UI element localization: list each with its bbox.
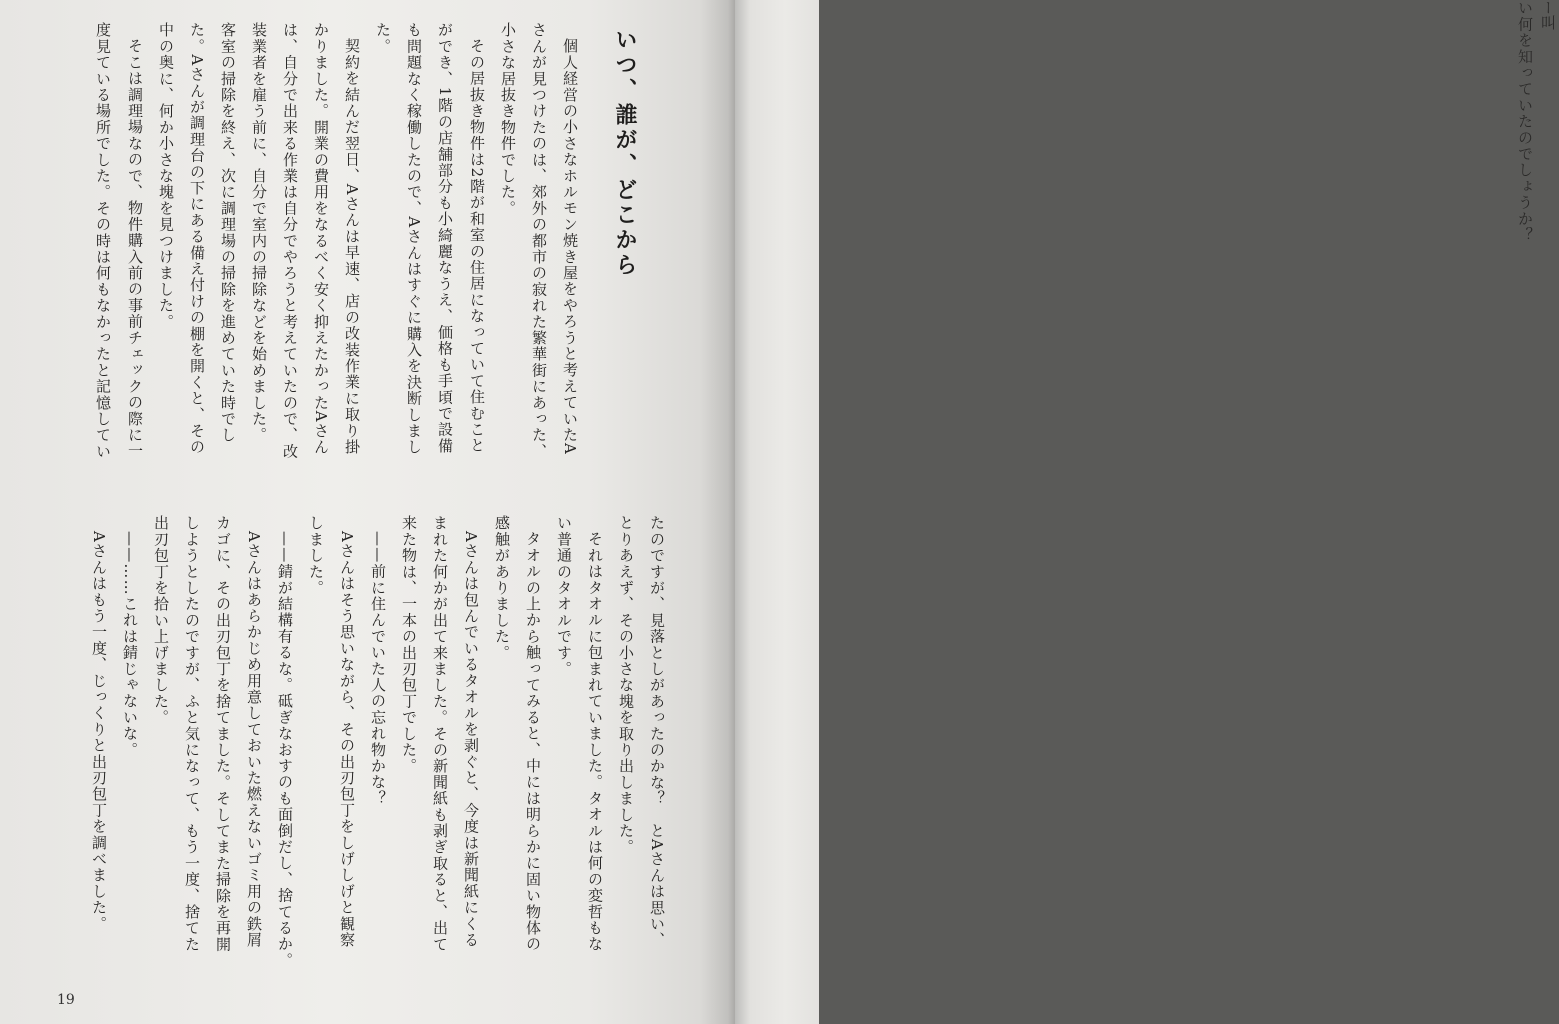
next-page-line: い何を知っていたのでしょうか？ bbox=[1516, 0, 1534, 243]
gutter-shadow bbox=[700, 0, 740, 1024]
text-line: たのですが、見落としがあったのかな？ とAさんは思い、 bbox=[648, 515, 666, 949]
text-line: は、自分で出来る作業は自分でやろうと考えていたので、改 bbox=[281, 22, 299, 460]
text-line: Aさんはあらかじめ用意しておいた燃えないゴミ用の鉄屑 bbox=[245, 531, 263, 949]
text-line: とりあえず、その小さな塊を取り出しました。 bbox=[617, 515, 635, 856]
text-line: そこは調理場なので、物件購入前の事前チェックの際に一 bbox=[126, 38, 144, 460]
text-line: Aさんはもう一度、じっくりと出刃包丁を調べました。 bbox=[90, 531, 108, 932]
text-line: 個人経営の小さなホルモン焼き屋をやろうと考えていたA bbox=[561, 38, 579, 456]
adjacent-page bbox=[735, 0, 1557, 1024]
text-line: 契約を結んだ翌日、Aさんは早速、店の改装作業に取り掛 bbox=[343, 38, 361, 456]
section-heading: いつ、誰が、どこから bbox=[612, 28, 638, 278]
text-line: Aさんは包んでいるタオルを剥ぐと、今度は新聞紙にくる bbox=[462, 531, 480, 949]
text-line: ——錆が結構有るな。砥ぎなおすのも面倒だし、捨てるか。 bbox=[276, 531, 294, 969]
text-line: カゴに、その出刃包丁を捨てました。そしてまた掃除を再開 bbox=[214, 515, 232, 953]
text-line: も問題なく稼働したので、Aさんはすぐに購入を決断しまし bbox=[405, 22, 423, 456]
text-line: しました。 bbox=[307, 515, 325, 596]
text-line: かりました。開業の費用をなるべく安く抑えたかったAさん bbox=[312, 22, 330, 456]
text-line: 感触がありました。 bbox=[493, 515, 511, 661]
text-line: まれた何かが出て来ました。その新聞紙も剥ぎ取ると、出て bbox=[431, 515, 449, 953]
text-line: それはタオルに包まれていました。タオルは何の変哲もな bbox=[586, 531, 604, 953]
text-line: た。Aさんが調理台の下にある備え付けの棚を開くと、その bbox=[188, 22, 206, 456]
text-line: しようとしたのですが、ふと気になって、もう一度、捨てた bbox=[183, 515, 201, 953]
text-line: その居抜き物件は2階が和室の住居になっていて住むこと bbox=[468, 38, 486, 454]
page-number: 19 bbox=[57, 992, 75, 1008]
text-line: ——前に住んでいた人の忘れ物かな？ bbox=[369, 531, 387, 807]
text-line: た。 bbox=[374, 22, 392, 55]
text-line: 出刃包丁を拾い上げました。 bbox=[152, 515, 170, 726]
text-line: 小さな居抜き物件でした。 bbox=[499, 22, 517, 217]
text-line: ——……これは錆じゃないな。 bbox=[121, 531, 139, 758]
text-line: Aさんはそう思いながら、その出刃包丁をしげしげと観察 bbox=[338, 531, 356, 949]
text-line: 客室の掃除を終え、次に調理場の掃除を進めていた時でし bbox=[219, 22, 237, 444]
text-line: 中の奥に、何か小さな塊を見つけました。 bbox=[157, 22, 175, 330]
text-line: さんが見つけたのは、郊外の都市の寂れた繁華街にあった、 bbox=[530, 22, 548, 460]
next-page-line-fragment: ー叫 bbox=[1539, 0, 1557, 30]
text-line: 装業者を雇う前に、自分で室内の掃除などを始めました。 bbox=[250, 22, 268, 444]
text-line: い普通のタオルです。 bbox=[555, 515, 573, 677]
text-line: 来た物は、一本の出刃包丁でした。 bbox=[400, 515, 418, 775]
text-line: タオルの上から触ってみると、中には明らかに固い物体の bbox=[524, 531, 542, 953]
text-line: 度見ている場所でした。その時は何もなかったと記憶してい bbox=[94, 22, 112, 460]
text-line: ができ、1階の店舗部分も小綺麗なうえ、価格も手頃で設備 bbox=[436, 22, 454, 454]
